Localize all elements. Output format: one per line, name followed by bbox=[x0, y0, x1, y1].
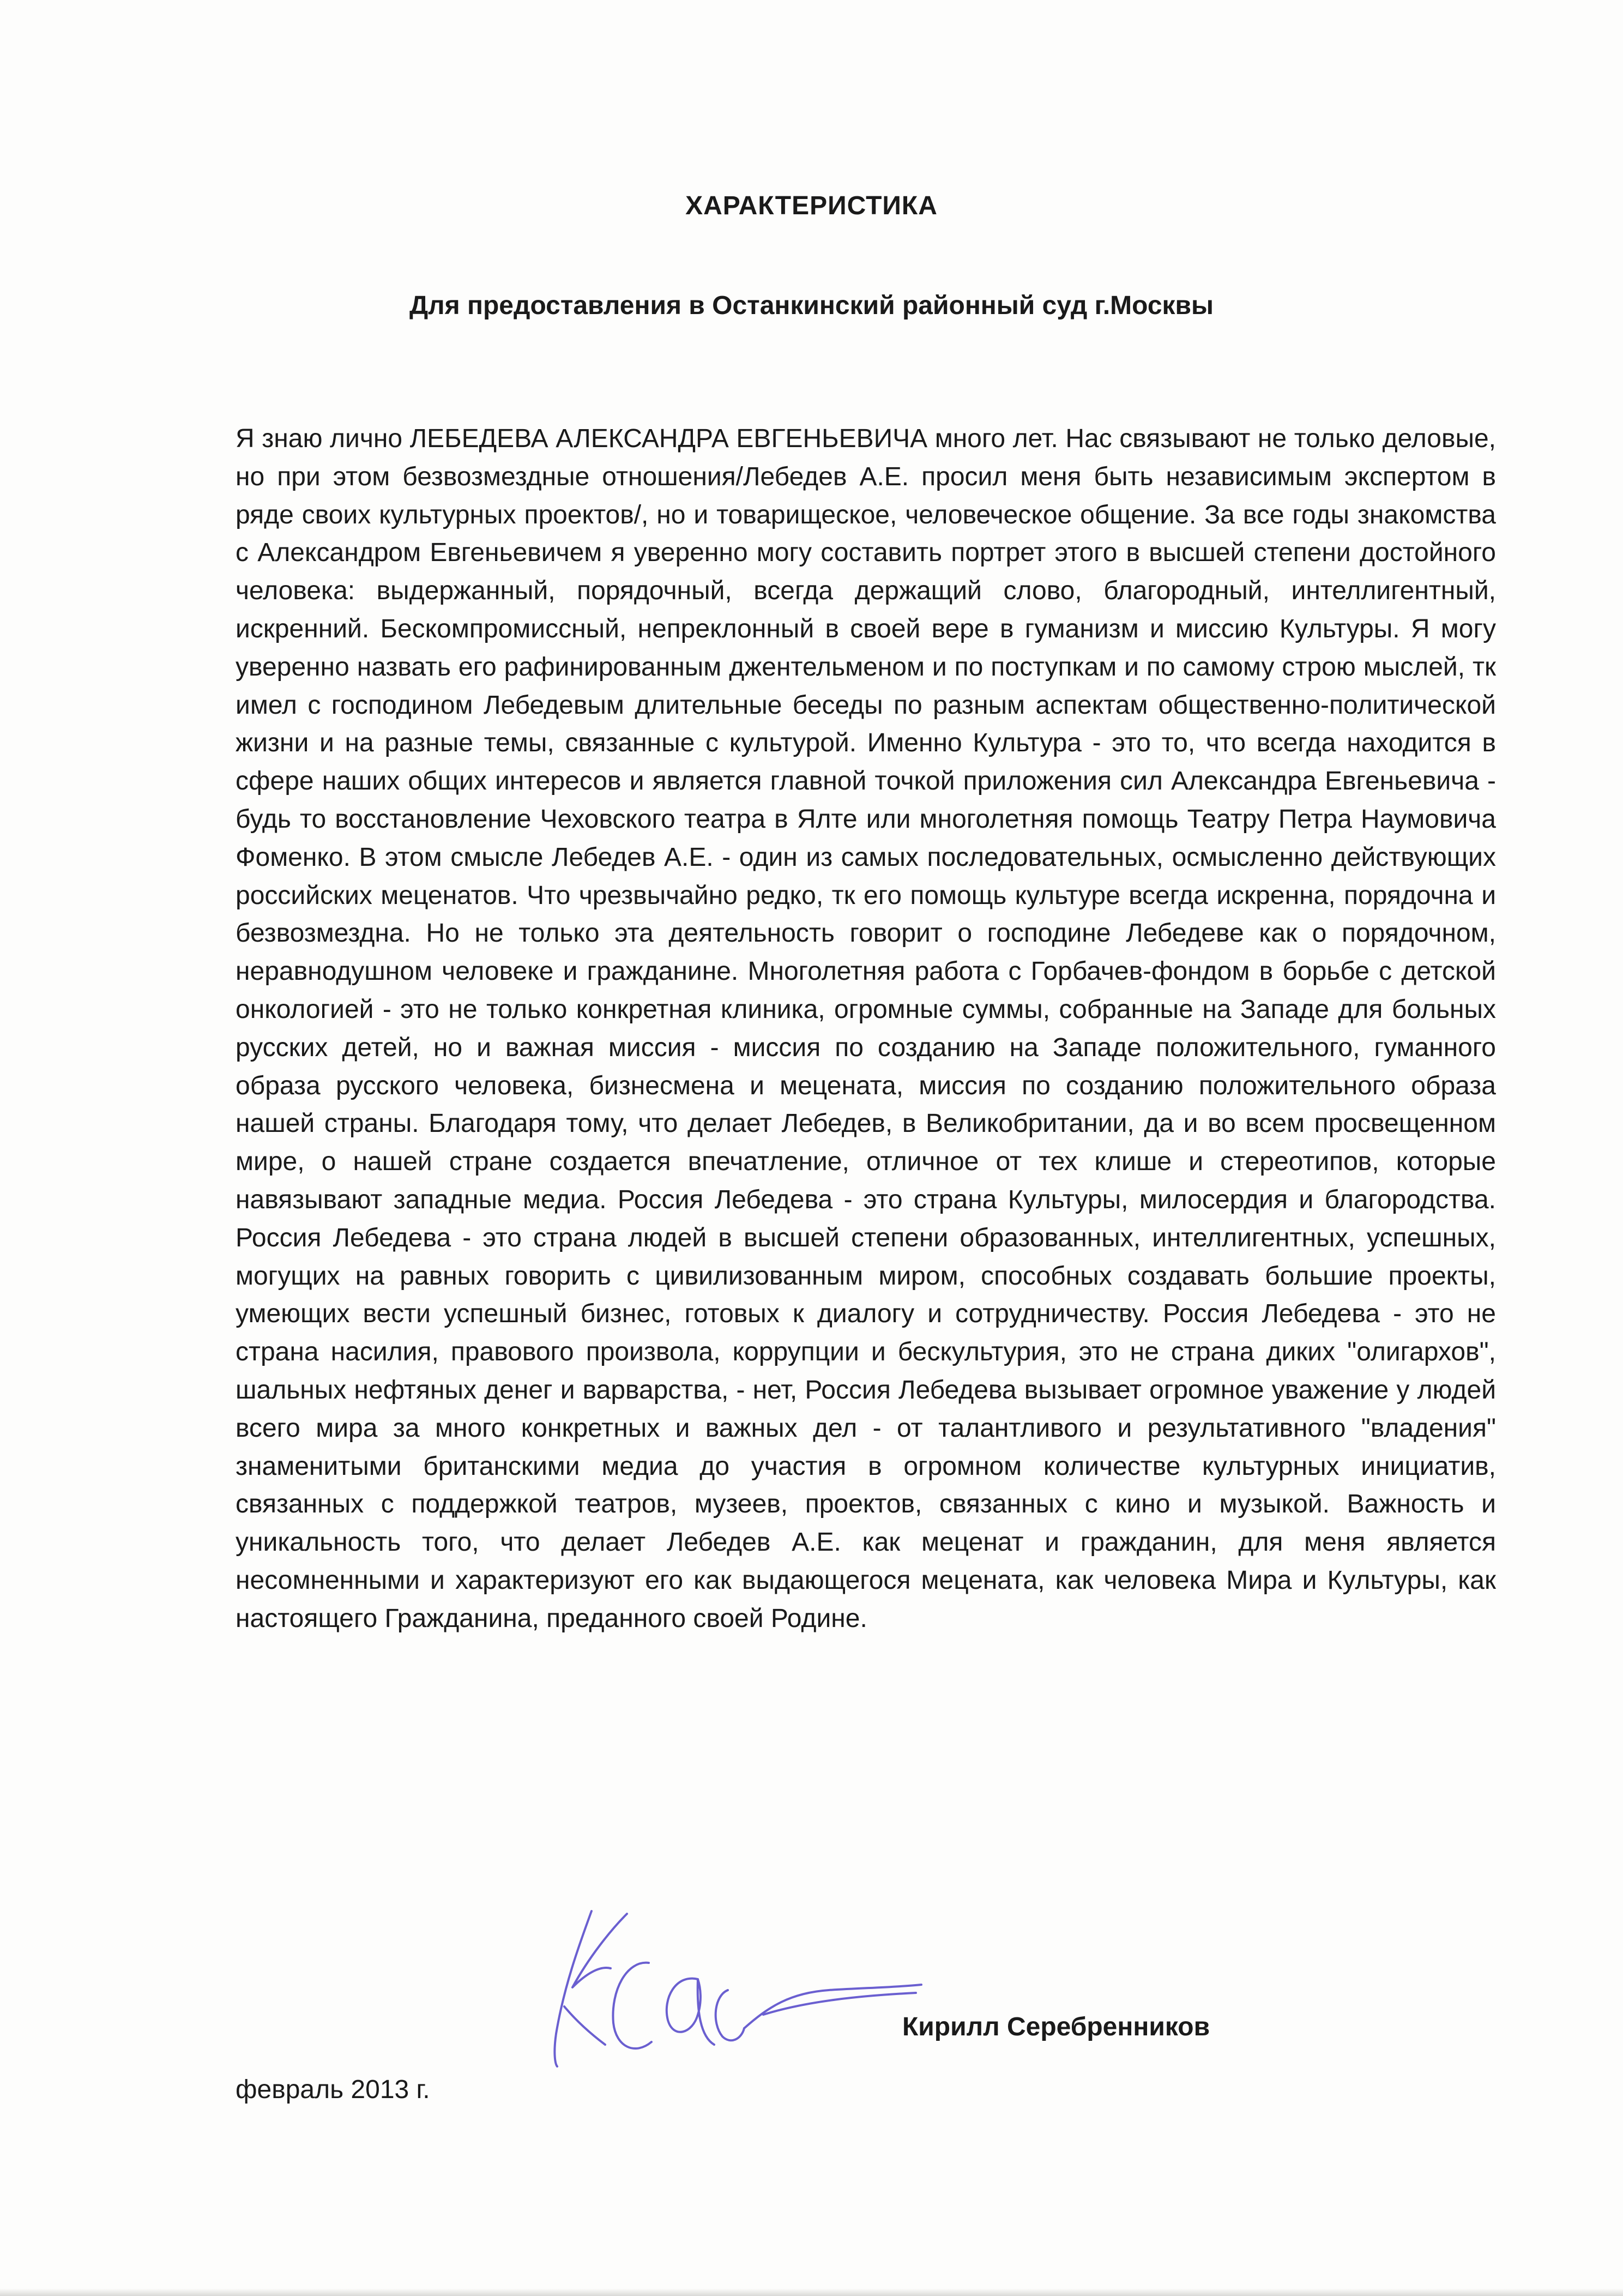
scan-edge-shadow bbox=[0, 2288, 1623, 2296]
signer-name: Кирилл Серебренников bbox=[902, 2012, 1210, 2041]
document-subtitle: Для предоставления в Останкинский районный суд г.Москвы bbox=[409, 291, 1214, 320]
handwritten-signature bbox=[534, 1897, 927, 2077]
body-paragraph: Я знаю лично ЛЕБЕДЕВА АЛЕКСАНДРА ЕВГЕНЬЕВИЧА много лет. Нас связывают не только деловые, но при этом безвозмездные отношения/Лебедев А.Е. просил меня быть независимым экспертом в ряде своих культурных проектов/, но и товарищеское, человеческое общение. За все годы знакомства с Александром Евгеньевичем я уверенно могу составить портрет этого в высшей степени достойного человека: выдержанный, порядочный, всегда держащий слово, благородный, интеллигентный, искренний. Бескомпромиссный, непреклонный в своей вере в гуманизм и миссию Культуры. Я могу уверенно назвать его рафинированным джентельменом и по поступкам и по самому строю мыслей, тк имел с господином Лебедевым длительные беседы по разным аспектам общественно-политической жизни и на разные темы, связанные с культурой. Именно Культура - это то, что всегда находится в сфере наших общих интересов и является главной точкой приложения сил Александра Евгеньевича - будь то восстановление Чеховского театра в Ялте или многолетняя помощь Театру Петра Наумовича Фоменко. В этом смысле Лебедев А.Е. - один из самых последовательных, осмысленно действующих российских меценатов. Что чрезвычайно редко, тк его помощь культуре всегда искренна, порядочна и безвозмездна. Но не только эта деятельность говорит о господине Лебедеве как о порядочном, неравнодушном человеке и гражданине. Многолетняя работа с Горбачев-фондом в борьбе с детской онкологией - это не только конкретная клиника, огромные суммы, собранные на Западе для больных русских детей, но и важная миссия - миссия по созданию на Западе положительного, гуманного образа русского человека, бизнесмена и мецената, миссия по созданию положительного образа нашей страны. Благодаря тому, что делает Лебедев, в Великобритании, да и во всем просвещенном мире, о нашей стране создается впечатление, отличное от тех клише и стереотипов, которые навязывают западные медиа. Россия Лебедева - это страна Культуры, милосердия и благородства. Россия Лебедева - это страна людей в высшей степени образованных, интеллигентных, успешных, могущих на равных говорить с цивилизованным миром, способных создавать большие проекты, умеющих вести успешный бизнес, готовых к диалогу и сотрудничеству. Россия Лебедева - это не страна насилия, правового произвола, коррупции и бескультурия, это не страна диких "олигархов", шальных нефтяных денег и варварства, - нет, Россия Лебедева вызывает огромное уважение у людей всего мира за много конкретных и важных дел - от талантливого и результативного "владения" знаменитыми британскими медиа до участия в огромном количестве культурных инициатив, связанных с поддержкой театров, музеев, проектов, связанных с кино и музыкой. Важность и уникальность того, что делает Лебедев А.Е. как меценат и гражданин, для меня является несомненными и характеризуют его как выдающегося мецената, как человека Мира и Культуры, как настоящего Гражданина, преданного своей Родине. bbox=[236, 424, 1496, 1633]
document-date: февраль 2013 г. bbox=[236, 2075, 430, 2104]
document-title: ХАРАКТЕРИСТИКА bbox=[685, 191, 938, 220]
